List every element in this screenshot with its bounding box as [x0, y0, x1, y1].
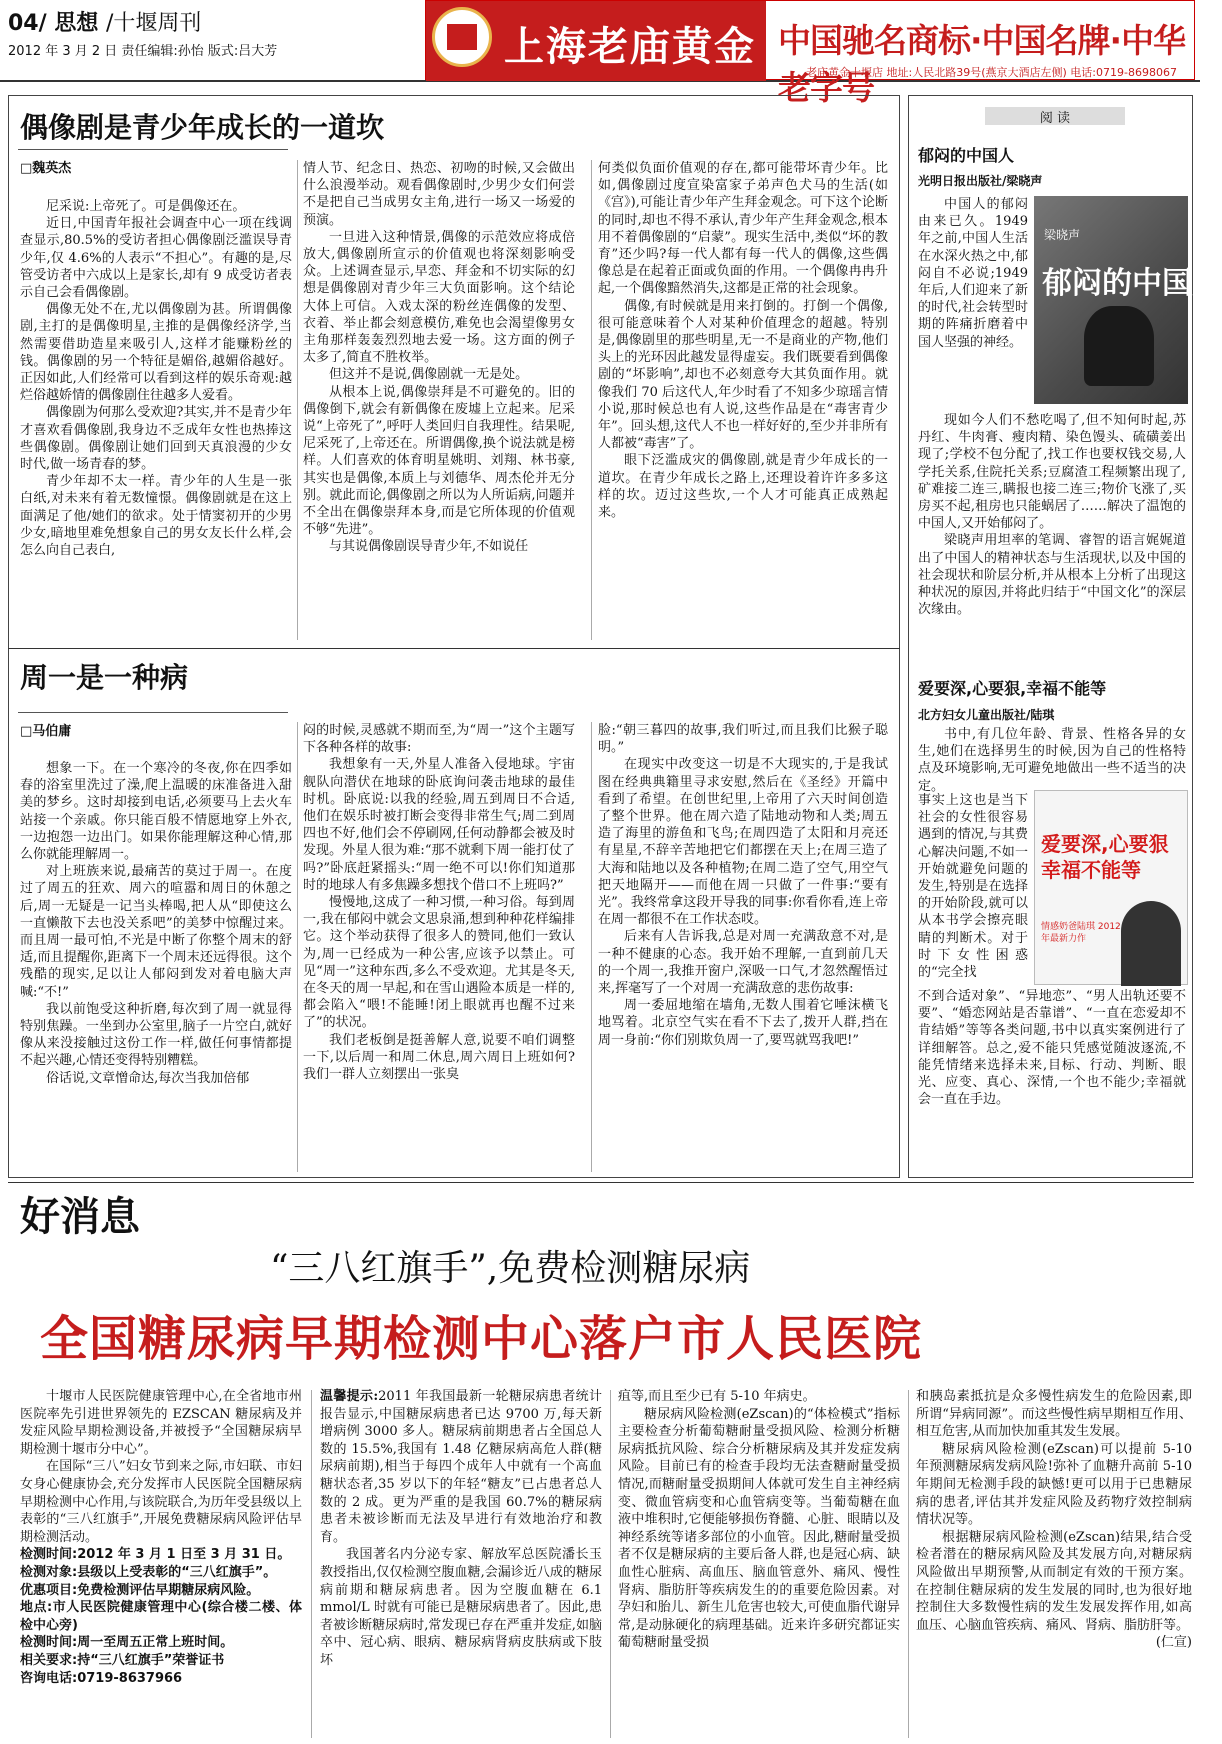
ad-address: 老庙黄金十堰店 地址:人民北路39号(燕京大酒店左侧) 电话:0719-8698067 [806, 66, 1177, 79]
article1-column-1: 尼采说:上帝死了。可是偶像还在。 近日,中国青年报社会调查中心一项在线调查显示,80.5%的受访者担心偶像剧泛滥误导青少年,仅 4.6%的人表示“不担心”。有趣的是,尽管受访者中六成以上是家长,却有 9 成受访者表示自己会看偶像剧。 偶像无处不在,尤以偶像剧为甚。所谓偶像剧,主打的是偶像明星,主推的是偶像经济学,当然需要借助造星来吸引人,这样才能赚粉丝的钱。偶像剧的另一个特征是媚俗,越媚俗越好。正因如此,人们经常可以看到这样的娱乐奇观:越烂俗越娇情的偶像剧住往越多人爱看。 偶像剧为何那么受欢迎?其实,并不是青少年才喜欢看偶像剧,我身边不乏成年女性也热捧这些偶像剧。偶像剧让她们回到天真浪漫的少女时代,做一场青春的梦。 青少年却不太一样。青少年的人生是一张白纸,对未来有着无数憧憬。偶像剧就是在这上面满足了他/她们的欲求。处于情窦初开的少男少女,暗地里难免想象自己的男女友长什么样,会怎么向自己表白, [20, 199, 292, 559]
temple-logo-icon [432, 7, 492, 67]
article2-column-3: 脸:“朝三暮四的故事,我们听过,而且我们比猴子聪明。” 在现实中改变这一切是不大现实的,于是我试图在经典典籍里寻求安慰,然后在《圣经》开篇中看到了希望。在创世纪里,上帝用了六天时间创造了整个世界。他在周六造了陆地动物和人类;周五造了海里的游鱼和飞鸟;在周四造了太阳和月亮还有星星,不辞辛苦地把它们都摆在天上;在周三造了大海和陆地以及各种植物;在周二造了空气,用空气把天地隔开——而他在周一只做了一件事:“要有光”。我终常拿这段开导我的同事:你看你看,连上帝在周一都很不在工作状态哎。 后来有人告诉我,总是对周一充满敌意不对,是一种不健康的心态。我开始不理解,一直到前几天的一个周一,我推开窗户,深吸一口气,才忽然醒悟过来,挥毫写了一个对周一充满敌意的悲伤故事: 周一委屈地缩在墙角,无数人围着它唾沫横飞地骂着。北京空气实在看不下去了,拨开人群,挡在周一身前:“你们别欺负周一了,要骂就骂我吧!” [598, 723, 888, 1048]
good-news-title: 全国糖尿病早期检测中心落户市人民医院 [40, 1311, 923, 1367]
book2-text-narrow: 事实上这也是当下社会的女性很容易遇到的情况,与其费心解决问题,不如一开始就避免问题的发生,特别是在选择的开始阶段,就可以从本书学会擦亮眼睛的判断术。对于时下女性困惑的“完全找 [918, 793, 1028, 981]
figure-silhouette-icon [1084, 306, 1154, 386]
article2-title: 周一是一种病 [20, 661, 189, 694]
ad-banner[interactable] [425, 0, 1195, 107]
page-masthead [8, 6, 201, 37]
book2-publisher: 北方妇女儿童出版社/陆琪 [918, 708, 1055, 722]
ad-brand-block [426, 1, 766, 81]
good-news-subtitle: “三八红旗手”,免费检测糖尿病 [270, 1248, 751, 1289]
good-news-column-2: 温馨提示:2011 年我国最新一轮糖尿病患者统计报告显示,中国糖尿病患者已达 9700 万,每天新增病例 3000 多人。糖尿病前期患者占全国总人数的 15.5%,我国有 1.48 亿糖尿病高危人群(糖尿病前期),相当于每四个成年人中就有一个高血糖状态者,35 岁以下的年轻“糖友”已占患者总人数的 2 成。更为严重的是我国 60.7%的糖尿病患者未被诊断而无法及早进行有效地治疗和教育。 我国著名内分泌专家、解放军总医院潘长玉教授指出,仅仅检测空腹血糖,会漏诊近八成的糖尿病前期和糖尿病患者。因为空腹血糖在 6.1 mmol/L 时就有可能已是糖尿病患者了。因此,患者被诊断糖尿病时,常发现已存在严重并发症,如脑卒中、冠心病、眼病、糖尿病肾病皮肤病或下肢坏 [320, 1389, 602, 1668]
author-portrait-icon [1121, 901, 1181, 986]
book2-title: 爱要深,心要狠,幸福不能等 [918, 679, 1107, 698]
ad-brand-name: 上海老庙黄金 [504, 23, 756, 70]
book1-title: 郁闷的中国人 [918, 146, 1015, 165]
book2-text-bottom: 不到合适对象”、“异地恋”、“男人出轨还要不要”、“婚恋网站是否靠谱”、“一直在恋爱却不肯结婚”等等各类问题,书中以真实案例进行了详细解答。总之,爱不能只凭感觉随波逐流,不能凭情绪来选择未来,目标、行动、判断、眼光、应变、真心、深情,一个也不能少;幸福就会一直在手边。 [918, 989, 1186, 1108]
book2-cover-image [1034, 790, 1188, 985]
tip-label: 温馨提示: [320, 1389, 379, 1404]
article1-column-2: 情人节、纪念日、热恋、初吻的时候,又会做出什么浪漫举动。观看偶像剧时,少男少女们何尝不是把自己当成男女主角,进行一场又一场爱的预演。 一旦进入这种情景,偶像的示范效应将成倍放大,偶像剧所宣示的价值观也将深刻影响受众。上述调查显示,早恋、拜金和不切实际的幻想是偶像剧对青少年三大负面影响。这个结论大体上可信。入戏太深的粉丝连偶像的发型、衣着、举止都会刻意模仿,难免也会渴望像男女主角那样轰轰烈烈地去爱一场。这方面的例子太多了,简直不胜枚举。 但这并不是说,偶像剧就一无是处。 从根本上说,偶像崇拜是不可避免的。旧的偶像倒下,就会有新偶像在废墟上立起来。尼采说“上帝死了”,呼吁人类回归自我理性。结果呢,尼采死了,上帝还在。所谓偶像,换个说法就是榜样。人们喜欢的体育明星姚明、刘翔、林书豪,其实也是偶像,本质上与刘德华、周杰伦并无分别。就此而论,偶像剧之所以为人所诟病,问题并不全出在偶像崇拜本身,而是它所体现的价值观不够“先进”。 与其说偶像剧误导青少年,不如说任 [303, 161, 575, 555]
good-news-column-4: 和胰岛素抵抗是众多慢性病发生的危险因素,即所谓“异病同源”。而这些慢性病早期相互作用、相互危害,从而加快加重其发生发展。 糖尿病风险检测(eZscan)可以提前 5-10 年预测糖尿病发病风险!弥补了血糖升高前 5-10 年期间无检测手段的缺憾!更可以用于已患糖尿病的患者,评估其并发症风险及药物疗效控制病情状况等。 根据糖尿病风险检测(eZscan)结果,结合受检者潜在的糖尿病风险及其发展方向,对糖尿病风险做出早期预警,从而制定有效的干预方案。在控制住糖尿病的发生发展的同时,也为很好地控制住大多数慢性病的发生发展发挥作用,如高血压、心脑血管疾病、痛风、肾病、脂肪肝等。 (仁宣) [916, 1389, 1192, 1651]
section-name: 思想 [54, 11, 99, 36]
book1-publisher: 光明日报出版社/梁晓声 [918, 174, 1043, 188]
good-news-label: 好消息 [20, 1194, 140, 1240]
book2-cover-title: 爱要深,心要狠 幸福不能等 [1041, 832, 1169, 882]
good-news-column-3: 疽等,而且至少已有 5-10 年病史。 糖尿病风险检测(eZscan)的“体检模式”指标主要检查分析葡萄糖耐量受损风险、检测分析糖尿病抵抗风险、综合分析糖尿病及其并发症发病风险。目前已有的检查手段均无法查糖耐量受损情况,而糖耐量受损期间人体就可发生自主神经病变、微血管病变和心血管病变等。当葡萄糖在血液中堆积时,它便能够损伤脊髓、心脏、眼睛以及神经系统等诸多部位的小血管。因此,糖耐量受损者不仅是糖尿病的主要后备人群,也是冠心病、缺血性心脏病、高血压、脑血管意外、痛风、慢性肾病、脂肪肝等疾病发生的的重要危险因素。对孕妇和胎儿、新生儿危害也较大,可使血脂代谢异常,是动脉硬化的病理基础。近来许多研究都证实葡萄糖耐量受损 [618, 1389, 900, 1651]
page-number: 04/ [8, 11, 47, 36]
article2-author: □马伯庸 [20, 724, 72, 739]
book2-cover-note: 情感奶爸陆琪 2012年最新力作 [1041, 922, 1121, 944]
article2-column-1: 想象一下。在一个寒冷的冬夜,你在四季如春的浴室里洗过了澡,爬上温暖的床准备进入甜美的梦乡。这时却接到电话,必须要马上去火车站接一个亲戚。你只能百般不情愿地穿上外衣,一边抱怨一边出门。如果你能理解这种心情,那么你就能理解周一。 对上班族来说,最痛苦的莫过于周一。在度过了周五的狂欢、周六的喧嚣和周日的休憩之后,周一无疑是一记当头棒喝,把人从“即使这么一直懒散下去也没关系吧”的美梦中惊醒过来。而且周一最可怕,不光是中断了你整个周末的舒适,而且提醒你,距离下一个周末还远得很。这个残酷的现实,足以让人郁闷到发对着电脑大声喊:“不!” 我以前饱受这种折磨,每次到了周一就显得特别焦躁。一坐到办公室里,脑子一片空白,就好像从来没接触过这份工作一样,做任何事情都提不起兴趣,心情还变得特别糟糕。 俗话说,文章憎命达,每次当我加倍郁 [20, 761, 292, 1086]
article1-title: 偶像剧是青少年成长的一道坎 [20, 111, 385, 144]
publication-name: /十堰周刊 [106, 11, 202, 36]
book1-text-wide: 现如今人们不愁吃喝了,但不知何时起,苏丹红、牛肉膏、瘦肉精、染色馒头、硫磺姜出现了;学校不包分配了,找工作也要权钱交易,人学托关系,住院托关系;豆腐渣工程频繁出现了,矿难接二连三,瞒报也接二连三;物价飞涨了,买房买不起,租房也只能蜗居了……解决了温饱的中国人,又开始郁闷了。 梁晓声用坦率的笔调、睿智的语言娓娓道出了中国人的精神状态与生活现状,以及中国的社会现状和阶层分析,并从根本上分析了出现这种状况的原因,并将此归结于“中国文化”的深层次缘由。 [918, 413, 1186, 618]
article1-author: □魏英杰 [20, 161, 72, 176]
article2-column-2: 闷的时候,灵感就不期而至,为“周一”这个主题写下各种各样的故事: 我想象有一天,外星人准备入侵地球。宇宙舰队向潜伏在地球的卧底询问袭击地球的最佳时机。卧底说:以我的经验,周五到周日不合适,他们在娱乐时被打断会变得非常生气;周二到周四也不好,他们会不停刷网,任何动静都会被及时发现。外星人很为难:“那不就剩下周一能打仗了吗?”卧底赶紧摇头:“周一绝不可以!你们知道那时的地球人有多焦躁多想找个借口不上班吗?” 慢慢地,这成了一种习惯,一种习俗。每到周一,我在郁闷中就会文思泉涌,想到种种花样编排它。这个举动获得了很多人的赞同,他们一致认为,周一已经成为一种公害,应该予以禁止。可见“周一”这种东西,多么不受欢迎。尤其是冬天,在冬天的周一早起,和在雪山遇险本质是一样的,都会陷入“喂!不能睡!闭上眼就再也醒不过来了”的状况。 我们老板倒是挺善解人意,说要不咱们调整一下,以后周一和周二休息,周六周日上班如何?我们一群人立刻摆出一张臭 [303, 723, 575, 1083]
page-header [0, 0, 1200, 107]
book1-cover-title: 郁闷的中国人 [1042, 266, 1222, 301]
book1-text-narrow: 中国人的郁闷由来已久。1949 年之前,中国人生活在水深火热之中,郁闷自不必说;1949 年后,人们迎来了新的时代,社会转型时期的阵痛折磨着中国人坚强的神经。 [918, 197, 1028, 350]
book1-cover-image [1034, 196, 1222, 404]
signoff: (仁宣) [1155, 1635, 1192, 1651]
good-news-column-1: 十堰市人民医院健康管理中心,在全省地市州医院率先引进世界领先的 EZSCAN 糖尿病及并发症风险早期检测设备,并被授予“全国糖尿病早期检测十堰市分中心”。 在国际“三八”妇女节到来之际,市妇联、市妇女身心健康协会,充分发挥市人民医院全国糖尿病早期检测中心作用,与该院联合,为历年受县级以上表彰的“三八红旗手”,开展免费糖尿病风险评估早期检测活动。 检测时间:2012 年 3 月 1 日至 3 月 31 日。 检测对象:县级以上受表彰的“三八红旗手”。 优惠项目:免费检测评估早期糖尿病风险。 地点:市人民医院健康管理中心(综合楼二楼、体检中心旁) 检测时间:周一至周五正常上班时间。 相关要求:持“三八红旗手”荣誉证书 咨询电话:0719-8637966 [20, 1389, 302, 1686]
book1-cover-author: 梁晓声 [1044, 228, 1081, 242]
ad-slogan: 中国驰名商标·中国名牌·中华老字号 [778, 21, 1186, 107]
book2-text-top: 书中,有几位年龄、背景、性格各异的女生,她们在选择男生的时候,因为自己的性格特点及环境影响,无可避免地做出一些不适当的决定。 [918, 727, 1186, 794]
dateline: 2012 年 3 月 2 日 责任编辑:孙怡 版式:吕大芳 [8, 44, 278, 59]
article1-column-3: 何类似负面价值观的存在,都可能带坏青少年。比如,偶像剧过度宣染富家子弟声色犬马的生活(如《宫》),可能让青少年产生拜金观念。可下这个论断的同时,却也不得不承认,青少年产生拜金观念,根本用不着偶像剧的“启蒙”。现实生活中,类似“坏的教育”还少吗?每一代人都有每一代人的偶像,这些偶像总是在起着正面或负面的作用。一个偶像冉冉升起,一个偶像黯然消失,这都是正常的社会现象。 偶像,有时候就是用来打倒的。打倒一个偶像,很可能意味着个人对某种价值理念的超越。特别是,偶像剧里的那些明星,无一不是商业的产物,他们头上的光环因此越发显得虚妄。我们既要看到偶像剧的“坏影响”,却也不必刻意夸大其负面作用。就像我们 70 后这代人,年少时看了不知多少琼瑶言情小说,那时候总也有人说,这些作品是在“毒害青少年”。回头想,这代人不也一样好好的,至少并非所有人都被“毒害”了。 眼下泛滥成灾的偶像剧,就是青少年成长的一道坎。在青少年成长之路上,还理设着许许多多这样的坎。迈过这些坎,一个人才可能真正成熟起来。 [598, 161, 888, 521]
sidebar-heading: 阅 读 [985, 107, 1125, 125]
